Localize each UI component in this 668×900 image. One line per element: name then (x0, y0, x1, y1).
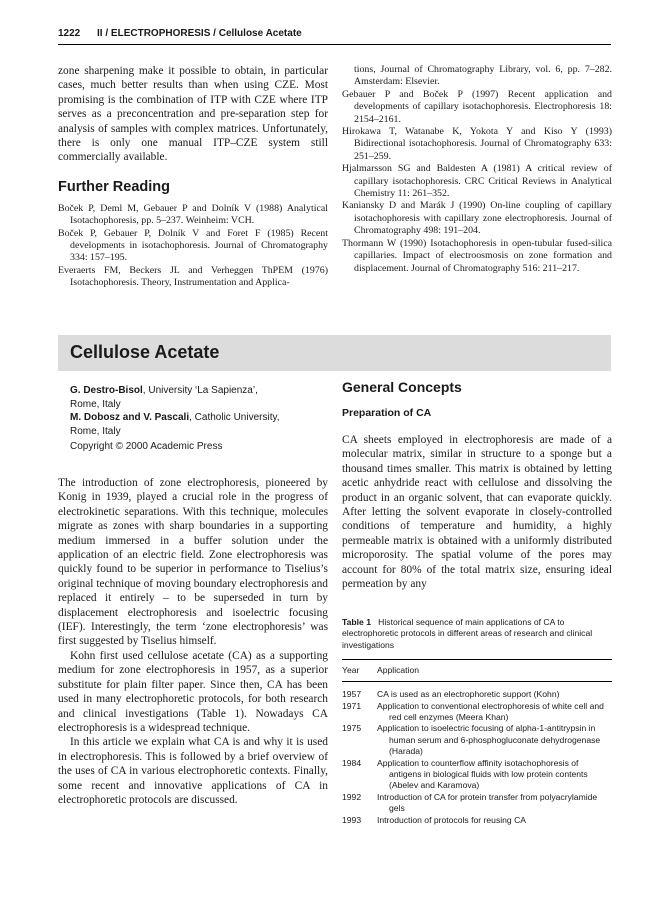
author-affiliation: , University ‘La Sapienza’, (142, 385, 258, 396)
table-1 (342, 617, 612, 826)
subsection-heading: Preparation of CA (342, 407, 432, 419)
table-caption-text: Historical sequence of main applications of CA to electrophoretic protocols in different areas of research and clinical investigations (342, 617, 593, 650)
cell-application: Introduction of CA for protein transfer from polyacrylamide gels (377, 791, 598, 814)
table-label: Table 1 (342, 617, 371, 627)
cell-application: Application to counterflow affinity isotachophoresis of antigens in biological fluids with low protein contents (Abelev and Karamova) (377, 757, 588, 791)
cell-year: 1993 (342, 814, 362, 825)
intro-paragraph: In this article we explain what CA is and why it is used in electrophoresis. This is followed by a brief overview of the uses of CA in various electrophoretic contexts. Finally, some recent and innovative applications of CA in electrophoretic protocols are discussed. (58, 736, 328, 806)
reference-item: Boček P, Deml M, Gebauer P and Dolník V (1988) Analytical Isotachophoresis, pp. 5–237. Weinheim: VCH. (58, 202, 328, 227)
column-header-year: Year (342, 665, 360, 676)
author-names: M. Dobosz and V. Pascali (70, 412, 190, 423)
author-affiliation-city: Rome, Italy (70, 425, 121, 437)
reference-item: Hirokawa T, Watanabe K, Yokota Y and Kiso Y (1993) Bidirectional isotachophoresis. Journal of Chromatography 633: 251–259. (342, 126, 612, 162)
table-row (342, 689, 612, 700)
section-heading: General Concepts (342, 379, 462, 395)
article-title: Cellulose Acetate (70, 342, 220, 362)
introduction-section (58, 476, 328, 807)
page-number: 1222 (58, 28, 81, 39)
cell-year: 1971 (342, 700, 362, 711)
column-header-application: Application (377, 665, 420, 676)
author-affiliation-city: Rome, Italy (70, 398, 121, 410)
further-reading-list (58, 203, 328, 290)
intro-paragraph: Kohn first used cellulose acetate (CA) as a supporting medium for zone electrophoresis in 1957, as a superior substitute for plain filter paper. Since then, CA has been used in many electrophoretic protocols, for both research and clinical investigations (Table 1). Nowadays CA electrophoresis is a widespread technique. (58, 649, 328, 734)
author-affiliation: , Catholic University, (189, 412, 280, 423)
cell-year: 1975 (342, 723, 362, 734)
running-header (58, 28, 618, 39)
cell-year: 1957 (342, 689, 362, 700)
further-reading-list-continued (342, 64, 612, 275)
table-row (342, 758, 612, 792)
table-row (342, 815, 612, 826)
author-names: G. Destro-Bisol (70, 385, 143, 396)
previous-article-right-column (342, 64, 612, 275)
cell-application: Application to isoelectric focusing of alpha-1-antitrypsin in human serum and 6-phosphogluconate dehydrogenase (Harada) (377, 723, 601, 757)
cell-application: Introduction of protocols for reusing CA (377, 814, 527, 825)
running-title: II / ELECTROPHORESIS / Cellulose Acetate (97, 28, 302, 39)
further-reading-heading: Further Reading (58, 178, 170, 195)
header-rule (58, 44, 611, 45)
general-concepts-section (342, 379, 612, 591)
article-title-band (58, 335, 611, 371)
reference-item: Everaerts FM, Beckers JL and Verheggen ThPEM (1976) Isotachophoresis. Theory, Instrumentation and Applica- (58, 264, 328, 289)
author-block (70, 384, 330, 438)
cell-application: CA is used as an electrophoretic support (Kohn) (377, 689, 560, 700)
reference-item: Gebauer P and Boček P (1997) Recent application and developments of capillary isotachophoresis. Electrophoresis 18: 2154–2161. (342, 88, 612, 125)
reference-item: Hjalmarsson SG and Baldesten A (1981) A critical review of capillary isotachophoresis. CRC Critical Reviews in Analytical Chemistry 11: 261–352. (342, 163, 612, 200)
table-row (342, 723, 612, 757)
table-row (342, 792, 612, 815)
reference-item: Boček P, Gebauer P, Dolník V and Foret F (1985) Recent developments in isotachophoresis. Journal of Chromatography 334: 157–195. (58, 227, 328, 264)
copyright-line: Copyright © 2000 Academic Press (70, 441, 223, 452)
cell-year: 1984 (342, 757, 362, 768)
table-body (342, 682, 612, 826)
table-row (342, 701, 612, 724)
reference-continuation: tions, Journal of Chromatography Library, vol. 6, pp. 7–282. Amsterdam: Elsevier. (354, 64, 612, 88)
table-caption (342, 617, 612, 651)
table-header-row (342, 660, 612, 681)
reference-item: Thormann W (1990) Isotachophoresis in open-tubular fused-silica capillaries. Impact of electroosmosis on zone formation and displacement. Journal of Chromatography 516: 211–217. (342, 237, 612, 274)
previous-article-left-column (58, 64, 328, 290)
preparation-paragraph: CA sheets employed in electrophoresis are made of a molecular matrix, similar in structure to a sponge but a thousand times smaller. This matrix is obtained by letting acetic anhydride react with cellulose and dissolving the product in an organic solvent, that can evaporate quickly. After letting the solvent evaporate in closely-controlled conditions of temperature and humidity, a highly permeable matrix is obtained with a uniformly distributed microporosity. The spatial volume of the pores may account for 80% of the total matrix size, ensuring ideal permeation by any (342, 434, 612, 591)
cell-application: Application to conventional electrophoresis of white cell and red cell enzymes (Meera Khan) (377, 700, 604, 723)
previous-article-closing-paragraph: zone sharpening make it possible to obtain, in particular cases, much better results than when using CZE. Most promising is the combination of ITP with CZE where ITP serves as a preconcentration and pre-separation step for analysis of samples with complex matrices. Unfortunately, there is only one manual ITP–CZE system still commercially available. (58, 65, 328, 164)
cell-year: 1992 (342, 791, 362, 802)
intro-paragraph: The introduction of zone electrophoresis, pioneered by Konig in 1939, played a crucial role in the progress of electrokinetic separations. With this technique, molecules migrate as zones with sharp boundaries in a supporting medium immersed in a buffer solution under the application of an electric field. Zone electrophoresis was quickly found to be superior in performance to Tiselius’s original technique of moving boundary electrophoresis and replaced it entirely – to be superseded in turn by displacement electrophoresis and isoelectric focusing (IEF). Interestingly, the term ‘zone electrophoresis’ was first suggested by Tiselius himself. (58, 477, 328, 648)
reference-item: Kaniansky D and Marák J (1990) On-line coupling of capillary isotachophoresis with capillary zone electrophoresis. Journal of Chromatography 498: 191–204. (342, 200, 612, 237)
